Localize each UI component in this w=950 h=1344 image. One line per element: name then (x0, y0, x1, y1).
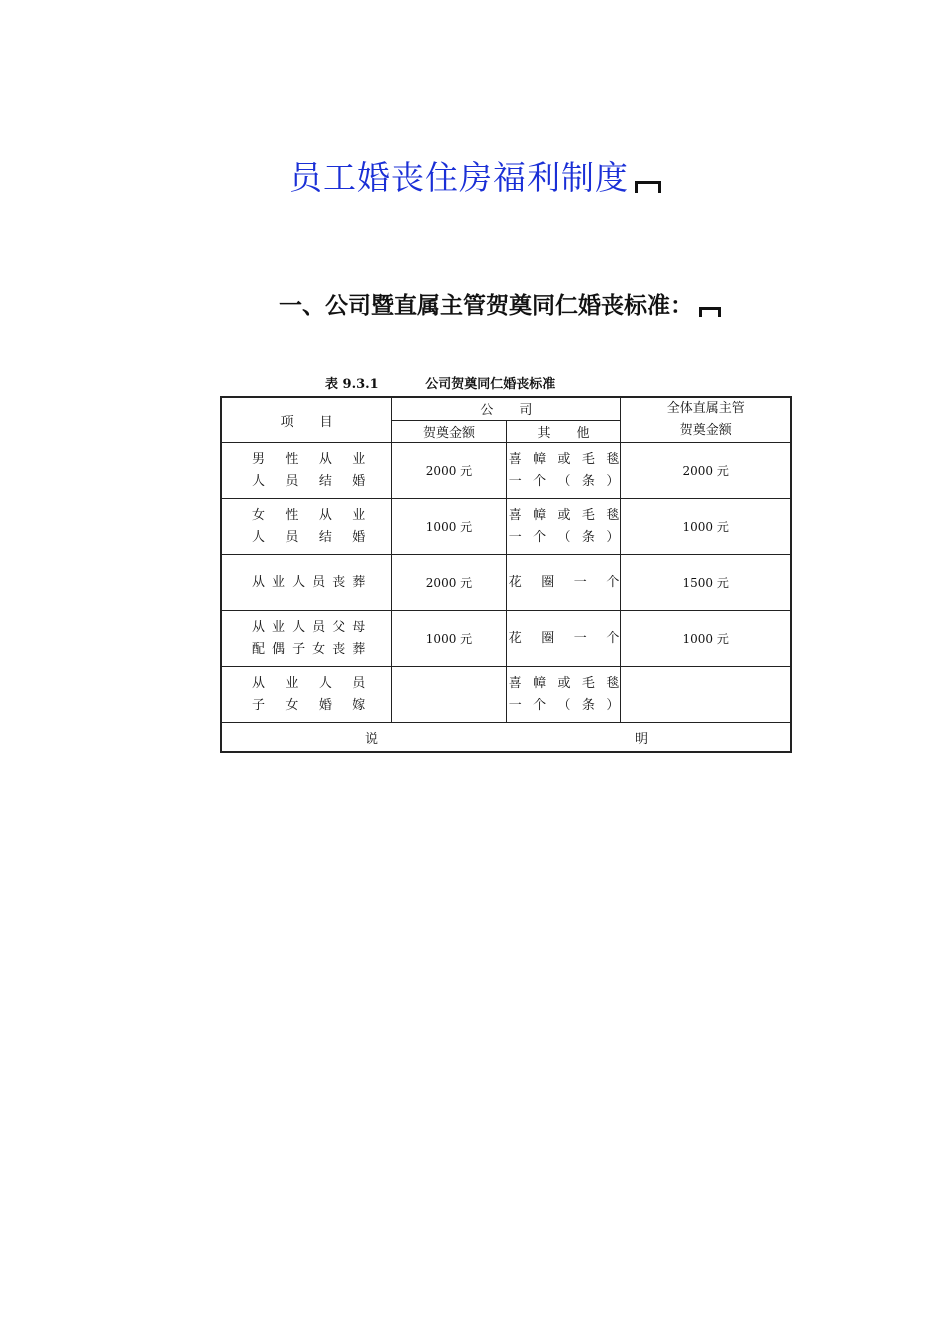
paragraph-mark-icon (699, 307, 721, 317)
item-cell (221, 611, 392, 667)
char: 幛 (533, 451, 547, 467)
amount-cell: 1000 元 (392, 499, 506, 555)
document-title-text: 员工婚丧住房福利制度 (289, 158, 629, 197)
header-other: 其 他 (506, 420, 621, 442)
char: 从 (252, 675, 266, 691)
char: 人 (252, 529, 266, 545)
amount-cell: 2000 元 (392, 443, 506, 499)
supervisor-amount-cell: 1000 元 (621, 611, 791, 667)
char: 幛 (533, 675, 547, 691)
char: 条 (581, 473, 595, 489)
char: 一 (508, 529, 522, 545)
char: 毛 (581, 675, 595, 691)
supervisor-amount-cell (621, 667, 791, 723)
char: 母 (352, 619, 366, 635)
char: 喜 (508, 675, 522, 691)
char: 婚 (352, 473, 366, 489)
header-supervisor (621, 397, 791, 443)
char: 男 (252, 451, 266, 467)
amount-cell: 1000 元 (392, 611, 506, 667)
other-cell (506, 499, 621, 555)
item-cell-line1 (222, 505, 391, 527)
other-cell (506, 611, 621, 667)
char: 喜 (508, 507, 522, 523)
char: 毯 (606, 507, 620, 523)
char: 个 (606, 574, 620, 590)
char: 花 (508, 574, 522, 590)
char: 一 (573, 574, 587, 590)
char: 业 (272, 574, 286, 590)
table-row (221, 443, 791, 499)
header-company: 公 司 (392, 397, 621, 420)
char: 从 (318, 507, 332, 523)
char: 人 (292, 619, 306, 635)
char: 葬 (352, 574, 366, 590)
char: 圈 (541, 574, 555, 590)
char: 结 (318, 529, 332, 545)
char: 条 (581, 529, 595, 545)
section-heading (0, 287, 950, 320)
document-title (0, 152, 950, 199)
char: 丧 (332, 574, 346, 590)
header-amount: 贺奠金额 (392, 420, 506, 442)
char: 个 (606, 630, 620, 646)
other-cell-line2 (507, 695, 621, 717)
table-caption (325, 373, 555, 392)
section-heading-text: 一、公司暨直属主管贺奠同仁婚丧标准： (279, 293, 693, 319)
item-cell-line1 (222, 572, 391, 594)
char: ） (606, 473, 620, 489)
char: 人 (318, 675, 332, 691)
char: 女 (252, 507, 266, 523)
char: 个 (533, 473, 547, 489)
char: 父 (332, 619, 346, 635)
header-item: 项 目 (221, 397, 392, 443)
char: 配 (252, 641, 266, 657)
char: 从 (252, 574, 266, 590)
table-row (221, 667, 791, 723)
header-row-1 (221, 397, 791, 420)
other-cell-line1 (507, 505, 621, 527)
char: 毛 (581, 507, 595, 523)
table-caption-title: 公司贺奠同仁婚丧标准 (425, 377, 556, 392)
char: 个 (533, 697, 547, 713)
char: 人 (292, 574, 306, 590)
char: 从 (252, 619, 266, 635)
char: 或 (557, 451, 571, 467)
item-cell (221, 667, 392, 723)
item-cell-line2 (222, 527, 391, 549)
table-row (221, 555, 791, 611)
amount-cell (392, 667, 506, 723)
char: 葬 (352, 641, 366, 657)
char: 人 (252, 473, 266, 489)
char: 毯 (606, 451, 620, 467)
char: 毛 (581, 451, 595, 467)
other-cell-line2 (507, 471, 621, 493)
note-label-left: 说 (365, 731, 379, 747)
note-cell (221, 723, 791, 753)
item-cell-line2 (222, 471, 391, 493)
char: 子 (252, 697, 266, 713)
item-cell-line1 (222, 617, 391, 639)
supervisor-amount-cell: 1000 元 (621, 499, 791, 555)
char: 女 (312, 641, 326, 657)
char: 花 (508, 630, 522, 646)
char: （ (557, 697, 571, 713)
char: 偶 (272, 641, 286, 657)
char: 女 (285, 697, 299, 713)
char: 员 (312, 574, 326, 590)
char: 子 (292, 641, 306, 657)
char: 或 (557, 675, 571, 691)
other-cell-line1 (507, 673, 621, 695)
char: （ (557, 529, 571, 545)
amount-cell: 2000 元 (392, 555, 506, 611)
char: 一 (508, 473, 522, 489)
supervisor-amount-cell: 2000 元 (621, 443, 791, 499)
item-cell-line2 (222, 695, 391, 717)
char: 一 (573, 630, 587, 646)
table-row (221, 611, 791, 667)
paragraph-mark-icon (635, 181, 661, 193)
item-cell (221, 555, 392, 611)
char: 一 (508, 697, 522, 713)
note-label-right: 明 (634, 731, 648, 747)
condolence-standard-table (220, 396, 792, 753)
char: 或 (557, 507, 571, 523)
char: 幛 (533, 507, 547, 523)
other-cell-line1 (507, 449, 621, 471)
char: 业 (352, 451, 366, 467)
char: （ (557, 473, 571, 489)
char: ） (606, 697, 620, 713)
char: 婚 (352, 529, 366, 545)
item-cell-line2 (222, 639, 391, 661)
table-row (221, 499, 791, 555)
char: 圈 (541, 630, 555, 646)
char: ） (606, 529, 620, 545)
item-cell-line1 (222, 449, 391, 471)
supervisor-amount-cell: 1500 元 (621, 555, 791, 611)
other-cell (506, 443, 621, 499)
char: 结 (318, 473, 332, 489)
other-cell-line1 (507, 572, 621, 594)
note-row (221, 723, 791, 753)
char: 毯 (606, 675, 620, 691)
other-cell (506, 667, 621, 723)
char: 员 (352, 675, 366, 691)
char: 喜 (508, 451, 522, 467)
char: 业 (272, 619, 286, 635)
other-cell-line1 (507, 628, 621, 650)
char: 从 (318, 451, 332, 467)
char: 嫁 (352, 697, 366, 713)
item-cell (221, 499, 392, 555)
table-caption-number: 表 9.3.1 (325, 377, 379, 392)
other-cell (506, 555, 621, 611)
char: 丧 (332, 641, 346, 657)
header-supervisor-line1: 全体直属主管 (666, 401, 745, 416)
char: 员 (285, 473, 299, 489)
item-cell (221, 443, 392, 499)
char: 员 (312, 619, 326, 635)
char: 员 (285, 529, 299, 545)
other-cell-line2 (507, 527, 621, 549)
char: 个 (533, 529, 547, 545)
header-supervisor-line2: 贺奠金额 (679, 423, 732, 438)
char: 性 (285, 451, 299, 467)
item-cell-line1 (222, 673, 391, 695)
char: 条 (581, 697, 595, 713)
char: 业 (352, 507, 366, 523)
char: 性 (285, 507, 299, 523)
char: 婚 (318, 697, 332, 713)
char: 业 (285, 675, 299, 691)
